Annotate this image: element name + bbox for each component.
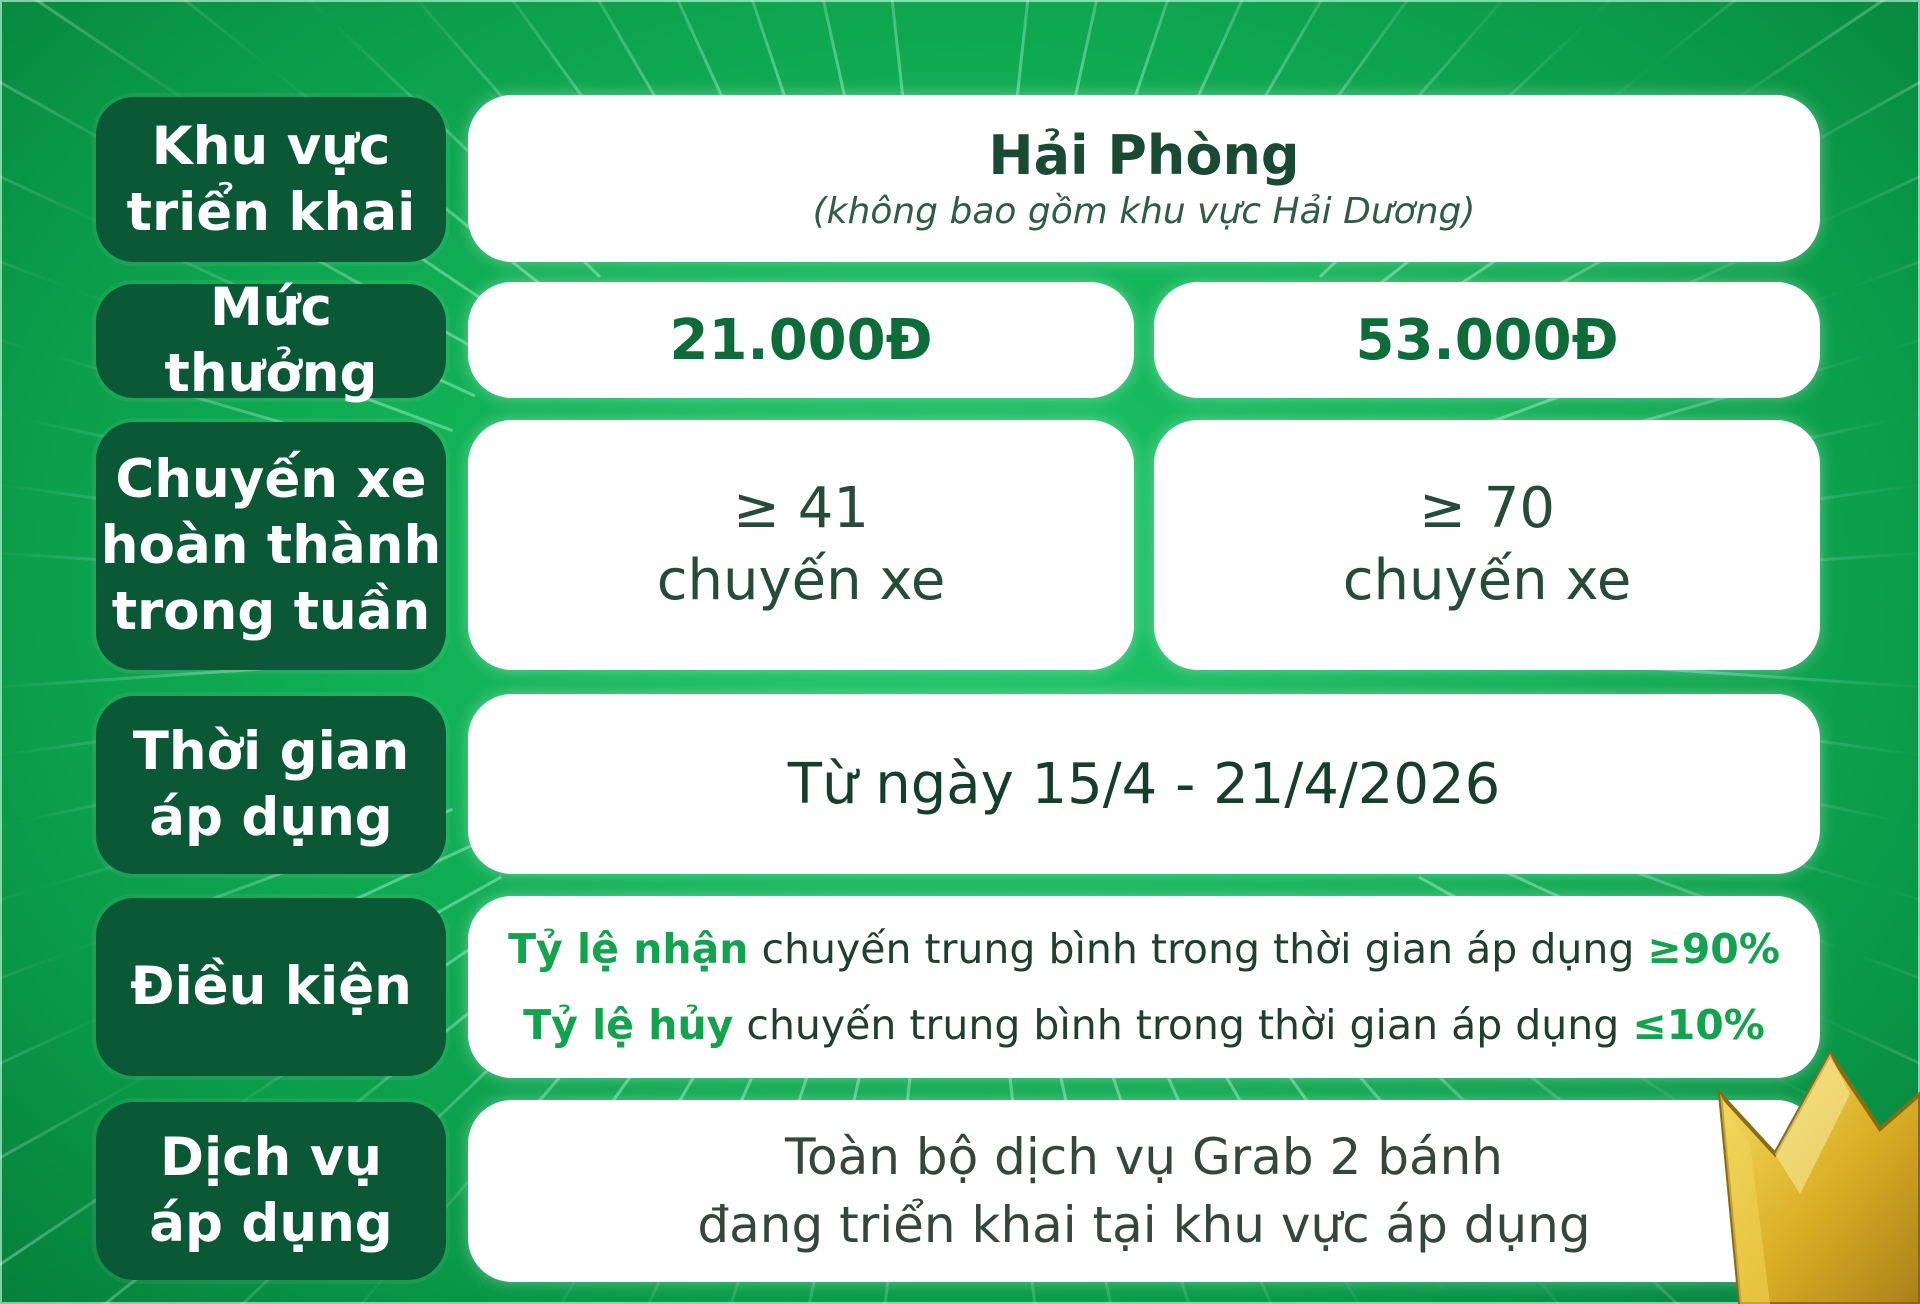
condition-accept-rate [508,911,1780,987]
label-conditions [96,898,446,1076]
period-panel [468,694,1820,874]
trips-tier-2-panel [1154,420,1820,670]
condition-cancel-highlight: Tỷ lệ hủy [523,1001,734,1049]
label-service-line-2: áp dụng [149,1193,393,1254]
label-trips-line-2: hoàn thành [100,515,442,576]
condition-cancel-rate [523,987,1765,1063]
trips-tier-1-panel [468,420,1134,670]
condition-accept-value: ≥90% [1647,925,1780,973]
label-area-line-2: triển khai [126,181,416,243]
area-panel [468,95,1820,262]
label-service-line-1: Dịch vụ [159,1127,383,1188]
trips-tier-1-value: ≥ 41 [733,476,869,541]
label-trips-line-3: trong tuần [111,581,431,642]
condition-accept-text: chuyến trung bình trong thời gian áp dụng [748,925,1648,973]
label-period [96,696,446,874]
area-name: Hải Phòng [988,123,1300,187]
label-trips [96,422,446,670]
service-panel [468,1100,1820,1282]
area-note: (không bao gồm khu vực Hải Dương) [812,190,1476,232]
trips-tier-2-unit: chuyến xe [1342,548,1632,613]
label-area [96,97,446,262]
label-service [96,1102,446,1280]
label-trips-line-1: Chuyến xe [115,449,427,510]
label-period-line-1: Thời gian [132,721,410,782]
label-conditions-line-1: Điều kiện [130,956,412,1017]
conditions-panel [468,896,1820,1078]
label-reward [96,277,446,404]
label-area-line-1: Khu vực [151,115,391,177]
trips-tier-1-unit: chuyến xe [656,548,946,613]
label-period-line-2: áp dụng [149,787,393,848]
condition-cancel-text: chuyến trung bình trong thời gian áp dụng [733,1001,1633,1049]
condition-cancel-value: ≤10% [1632,1001,1765,1049]
trips-tier-2-value: ≥ 70 [1419,476,1555,541]
reward-tier-2-panel [1154,282,1820,398]
service-line-2: đang triển khai tại khu vực áp dụng [697,1196,1591,1254]
label-reward-line-1: Mức thưởng [164,277,378,404]
reward-tier-1-panel [468,282,1134,398]
service-line-1: Toàn bộ dịch vụ Grab 2 bánh [785,1128,1503,1186]
period-text: Từ ngày 15/4 - 21/4/2026 [787,751,1501,817]
reward-tier-2-amount: 53.000Đ [1355,307,1619,373]
reward-tier-1-amount: 21.000Đ [669,307,933,373]
crown-icon [1680,1034,1920,1304]
condition-accept-highlight: Tỷ lệ nhận [508,925,749,973]
